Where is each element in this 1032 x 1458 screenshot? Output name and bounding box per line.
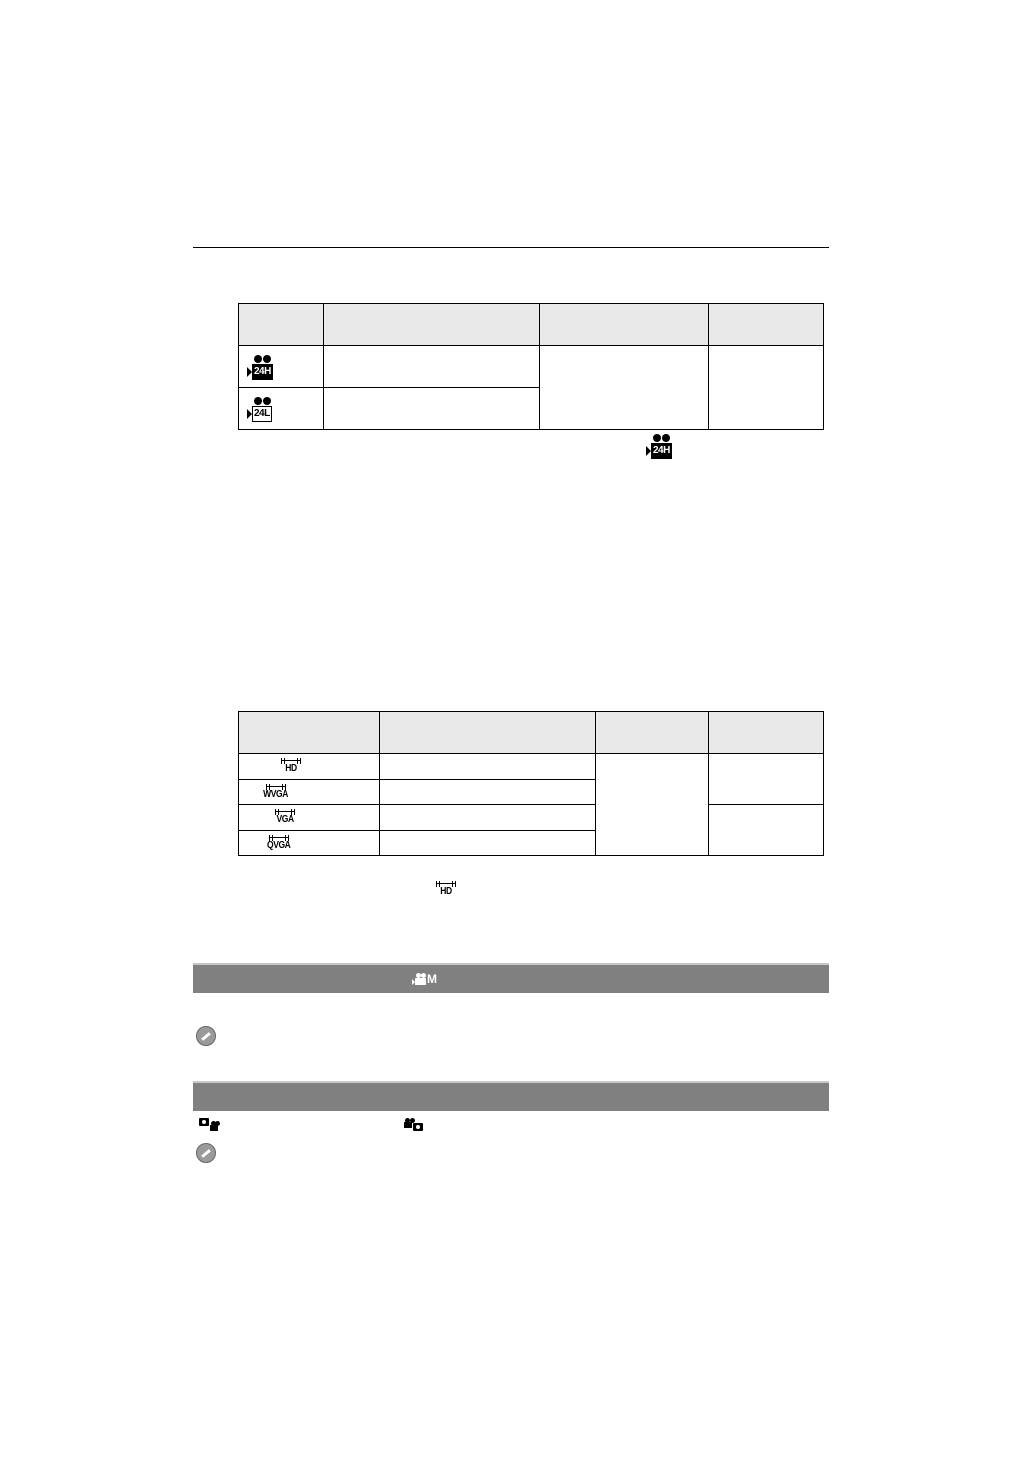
- section-bar-movie-mode: [193, 963, 829, 993]
- table-merged-cell: [709, 754, 824, 805]
- resolution-qvga-icon: [265, 835, 292, 851]
- pencil-note-icon: [196, 1026, 216, 1046]
- section-bar-mode-switch: [193, 1081, 829, 1111]
- movie-mode-letter: M: [427, 972, 437, 986]
- table-row: [239, 805, 824, 831]
- table-cell: [324, 388, 540, 430]
- table-cell: [380, 779, 596, 805]
- table-icon-cell: [239, 830, 380, 856]
- table-header-cell: [709, 712, 824, 754]
- resolution-wvga-icon: [261, 784, 290, 800]
- resolution-vga-icon: [275, 809, 295, 825]
- table-icon-cell: [239, 754, 380, 780]
- table-icon-cell: [239, 779, 380, 805]
- table-merged-cell: [596, 754, 709, 856]
- movie-mode-icon: [412, 973, 438, 987]
- table-header-row: [239, 304, 824, 346]
- movie-24h-icon: [646, 434, 672, 458]
- pencil-note-icon: [196, 1143, 216, 1163]
- table-header-cell: [324, 304, 540, 346]
- table-cell: [380, 754, 596, 780]
- table-header-row: [239, 712, 824, 754]
- table-row: [239, 346, 824, 388]
- resolution-hd-icon: [436, 881, 456, 897]
- picture-size-table: [238, 711, 824, 856]
- photo-to-movie-icon: [199, 1118, 221, 1132]
- resolution-label: QVGA: [267, 839, 291, 851]
- movie-to-photo-icon: [404, 1118, 426, 1132]
- table-icon-cell: [239, 388, 324, 430]
- table-cell: [324, 346, 540, 388]
- movie-24l-icon: [247, 397, 273, 421]
- badge-text: 24L: [252, 406, 272, 422]
- table-merged-cell: [709, 805, 824, 856]
- table-header-cell: [239, 712, 380, 754]
- table-header-cell: [239, 304, 324, 346]
- table-merged-cell: [709, 346, 824, 430]
- table-cell: [380, 805, 596, 831]
- resolution-label: HD: [440, 886, 452, 897]
- table-cell: [380, 830, 596, 856]
- table-header-cell: [709, 304, 824, 346]
- resolution-label: HD: [285, 763, 297, 775]
- table-icon-cell: [239, 346, 324, 388]
- table-header-cell: [540, 304, 709, 346]
- table-merged-cell: [540, 346, 709, 430]
- recording-quality-table: [238, 303, 824, 430]
- top-rule: [193, 247, 829, 248]
- table-header-cell: [380, 712, 596, 754]
- resolution-label: WVGA: [263, 788, 288, 800]
- resolution-hd-icon: [281, 758, 301, 774]
- table-row: [239, 754, 824, 780]
- table-icon-cell: [239, 805, 380, 831]
- table-header-cell: [596, 712, 709, 754]
- resolution-label: VGA: [276, 814, 294, 826]
- badge-text: 24H: [651, 443, 672, 459]
- badge-text: 24H: [252, 364, 273, 380]
- movie-24h-icon: [247, 355, 273, 379]
